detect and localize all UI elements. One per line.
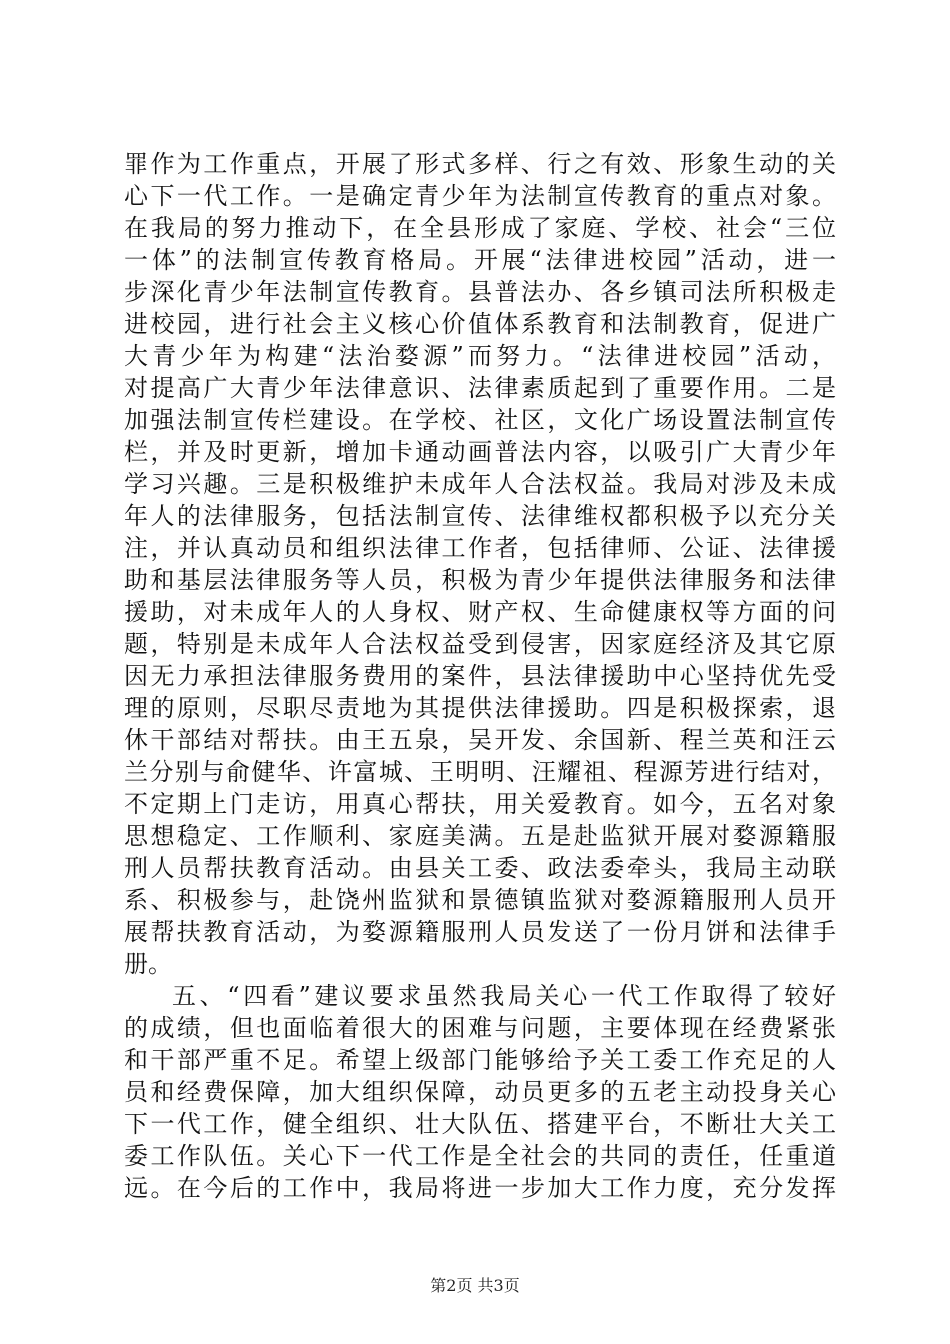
text-line: 兰分别与俞健华、许富城、王明明、汪耀祖、程源芳进行结对，	[124, 758, 836, 786]
text-line: 题，特别是未成年人合法权益受到侵害，因家庭经济及其它原	[124, 630, 836, 658]
text-line: 的成绩，但也面临着很大的困难与问题，主要体现在经费紧张	[124, 1014, 836, 1042]
text-line: 心下一代工作。一是确定青少年为法制宣传教育的重点对象。	[124, 182, 836, 210]
text-line: 注，并认真动员和组织法律工作者，包括律师、公证、法律援	[124, 534, 836, 562]
text-line: 理的原则，尽职尽责地为其提供法律援助。四是积极探索，退	[124, 694, 836, 722]
text-line: 对提高广大青少年法律意识、法律素质起到了重要作用。二是	[124, 374, 836, 402]
text-line: 不定期上门走访，用真心帮扶，用关爱教育。如今，五名对象	[124, 790, 836, 818]
text-line: 大青少年为构建“法治婺源”而努力。“法律进校园”活动，	[124, 342, 836, 370]
text-line: 员和经费保障，加大组织保障，动员更多的五老主动投身关心	[124, 1078, 836, 1106]
text-line: 在我局的努力推动下，在全县形成了家庭、学校、社会“三位	[124, 214, 836, 242]
text-line: 步深化青少年法制宣传教育。县普法办、各乡镇司法所积极走	[124, 278, 836, 306]
text-line: 年人的法律服务，包括法制宣传、法律维权都积极予以充分关	[124, 502, 836, 530]
text-line: 加强法制宣传栏建设。在学校、社区，文化广场设置法制宣传	[124, 406, 836, 434]
text-line: 罪作为工作重点，开展了形式多样、行之有效、形象生动的关	[124, 150, 836, 178]
text-line: 和干部严重不足。希望上级部门能够给予关工委工作充足的人	[124, 1046, 836, 1074]
text-line: 休干部结对帮扶。由王五泉，吴开发、余国新、程兰英和汪云	[124, 726, 836, 754]
text-line: 学习兴趣。三是积极维护未成年人合法权益。我局对涉及未成	[124, 470, 836, 498]
text-line: 册。	[124, 950, 172, 978]
text-line: 进校园，进行社会主义核心价值体系教育和法制教育，促进广	[124, 310, 836, 338]
text-line: 一体”的法制宣传教育格局。开展“法律进校园”活动，进一	[124, 246, 836, 274]
text-line: 援助，对未成年人的人身权、财产权、生命健康权等方面的问	[124, 598, 836, 626]
text-line: 栏，并及时更新，增加卡通动画普法内容，以吸引广大青少年	[124, 438, 836, 466]
text-line: 委工作队伍。关心下一代工作是全社会的共同的责任，任重道	[124, 1142, 836, 1170]
text-line: 展帮扶教育活动，为婺源籍服刑人员发送了一份月饼和法律手	[124, 918, 836, 946]
text-line: 助和基层法律服务等人员，积极为青少年提供法律服务和法律	[124, 566, 836, 594]
body-text	[124, 148, 836, 1204]
text-line: 系、积极参与，赴饶州监狱和景德镇监狱对婺源籍服刑人员开	[124, 886, 836, 914]
text-line: 思想稳定、工作顺利、家庭美满。五是赴监狱开展对婺源籍服	[124, 822, 836, 850]
page-footer	[0, 1276, 950, 1296]
text-line: 下一代工作，健全组织、壮大队伍、搭建平台，不断壮大关工	[124, 1110, 836, 1138]
paragraph-start-line: 五、“四看”建议要求虽然我局关心一代工作取得了较好	[172, 982, 836, 1010]
text-line: 刑人员帮扶教育活动。由县关工委、政法委牵头，我局主动联	[124, 854, 836, 882]
page-number-label: 第2页 共3页	[430, 1276, 520, 1295]
text-line: 因无力承担法律服务费用的案件，县法律援助中心坚持优先受	[124, 662, 836, 690]
text-line: 远。在今后的工作中，我局将进一步加大工作力度，充分发挥	[124, 1174, 836, 1202]
